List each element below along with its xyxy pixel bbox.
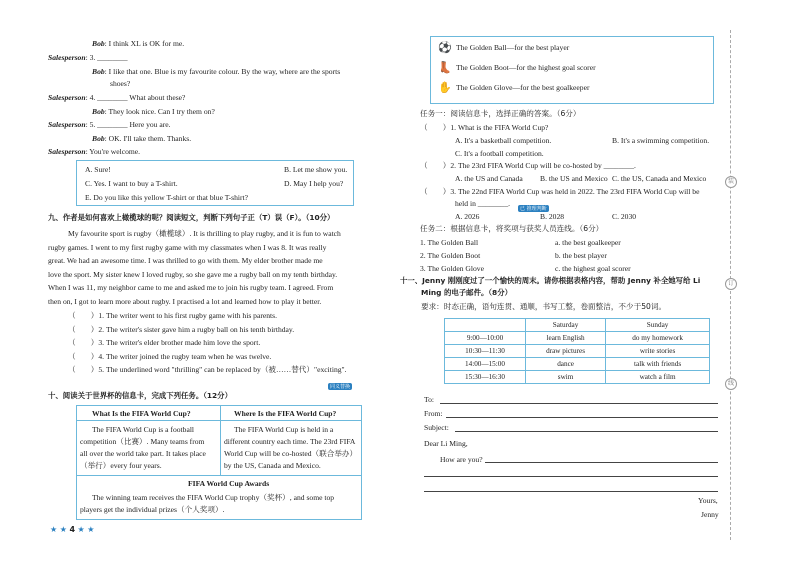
email-to-line xyxy=(440,403,718,404)
email-greeting: Dear Li Ming, xyxy=(424,439,468,448)
card-para-line: by the US, Canada and Mexico. xyxy=(224,461,321,470)
card-para-line: The FIFA World Cup is a football xyxy=(92,425,195,434)
card-para-line: The winning team receives the FIFA World Cup trophy（奖杯）, and some top xyxy=(92,493,335,502)
section10-title xyxy=(48,392,232,400)
dialogue-line xyxy=(48,94,185,102)
email-subject-label: Subject: xyxy=(424,423,449,432)
card-para-line: all over the world take part. It takes place xyxy=(80,449,206,458)
speaker-name: Bob xyxy=(92,39,105,48)
speaker-name: Bob xyxy=(92,134,105,143)
table-cell: write stories xyxy=(606,345,710,358)
page-number: 4 xyxy=(69,525,76,534)
award-line: The Golden Boot—for the highest goal scorer xyxy=(456,63,596,72)
q3-line2: held in ________. xyxy=(455,199,511,208)
option-b: B. Let me show you. xyxy=(284,165,348,174)
speaker-name: Bob xyxy=(92,67,105,76)
speaker-name: Bob xyxy=(92,107,105,116)
section10-title-text: 十、阅读关于世界杯的信息卡，完成下列任务。（12分） xyxy=(48,391,232,400)
option-c: C. Yes. I want to buy a T-shirt. xyxy=(85,179,178,188)
email-to-label: To: xyxy=(424,395,435,404)
option-d: D. May I help you? xyxy=(284,179,344,188)
table-cell: draw pictures xyxy=(526,345,606,358)
tf-item: （ ）5. The underlined word "thrilling" can be replaced by（被……替代）"exciting". xyxy=(68,365,347,374)
star-icon-2: ★ ★ xyxy=(75,525,95,534)
activity-table xyxy=(444,318,710,384)
info-card-divider-h2 xyxy=(76,420,361,421)
dialogue-text: shoes? xyxy=(110,79,131,88)
dialogue-line xyxy=(48,121,171,129)
section9-title: 九、作者是如何喜欢上橄榄球的呢？阅读短文，判断下列句子正（T）误（F）。（10分） xyxy=(48,213,335,222)
q2-b: B. the US and Mexico xyxy=(540,174,608,183)
tf-item: （ ）1. The writer went to his first rugby game with his parents. xyxy=(68,311,278,320)
golden-ball-icon: ⚽ xyxy=(438,41,452,54)
table-cell: 10:30—11:30 xyxy=(445,345,526,358)
badge-infer: 已 推理判断 xyxy=(520,205,547,212)
section11-title: 十一、Jenny 刚刚度过了一个愉快的周末。请你根据表格内容，帮助 Jenny 补全她写给 Li xyxy=(400,276,701,285)
dialogue-line xyxy=(92,108,215,116)
table-header-cell: Sunday xyxy=(606,319,710,332)
passage-line: great. We had an awesome time. I was thrilled to go with them. My elder brother made me xyxy=(48,256,323,265)
card-heading-where: Where Is the FIFA World Cup? xyxy=(234,409,337,418)
task2-title: 任务二：根据信息卡，将奖项与获奖人员连线。（6分） xyxy=(420,224,604,233)
table-header-cell xyxy=(445,319,526,332)
award-line: The Golden Ball—for the best player xyxy=(456,43,570,52)
table-header-cell: Saturday xyxy=(526,319,606,332)
q1: （ ）1. What is the FIFA World Cup? xyxy=(420,123,549,132)
match-winner: b. the best player xyxy=(555,251,607,260)
card-para-line: different country each time. The 23rd FIFA xyxy=(224,437,356,446)
dialogue-text: : I think XL is OK for me. xyxy=(104,39,185,48)
table-cell: 15:30—16:30 xyxy=(445,371,526,384)
passage-line: When I was 11, my neighbor came to me and asked me to join his rugby team. I agreed. From xyxy=(48,283,334,292)
card-para-line: （举行）every four years. xyxy=(80,461,162,470)
dialogue-text: : OK. I'll take them. Thanks. xyxy=(104,134,192,143)
option-e: E. Do you like this yellow T-shirt or that blue T-shirt? xyxy=(85,193,249,202)
speaker-name: Salesperson xyxy=(48,147,86,156)
email-line-2 xyxy=(424,476,718,477)
dialogue-line xyxy=(92,68,340,76)
tf-item: （ ）4. The writer joined the rugby team when he was twelve. xyxy=(68,351,272,361)
binding-mark-2: 订 xyxy=(725,278,737,290)
dialogue-text: : You're welcome. xyxy=(85,147,141,156)
dialogue-line xyxy=(48,148,140,156)
dialogue-line xyxy=(92,135,191,143)
golden-glove-icon: ✋ xyxy=(438,81,452,94)
dialogue-line xyxy=(48,54,128,62)
star-icon: ★ ★ xyxy=(50,525,70,534)
table-cell: 14:00—15:00 xyxy=(445,358,526,371)
binding-mark-1: 装 xyxy=(725,176,737,188)
q2-a: A. the US and Canada xyxy=(455,174,523,183)
email-body-start: How are you? xyxy=(440,455,483,464)
card-para-line: players get the individual prizes（个人奖项）. xyxy=(80,505,225,514)
match-winner: c. the highest goal scorer xyxy=(555,264,631,273)
dialogue-text: : 4. ________ What about these? xyxy=(85,93,186,102)
q1-c: C. It's a football competition. xyxy=(455,149,544,158)
q3-b: B. 2028 xyxy=(540,212,565,221)
card-para-line: competition（比赛）. Many teams from xyxy=(80,437,205,446)
info-card-divider-v xyxy=(220,405,221,475)
task1-title: 任务一：阅读信息卡，选择正确的答案。（6分） xyxy=(420,109,581,118)
q2-c: C. the US, Canada and Mexico xyxy=(612,174,707,183)
table-cell: do my homework xyxy=(606,332,710,345)
card-para-line: World Cup will be co-hosted（联合举办） xyxy=(224,449,358,458)
section11-title-2: Ming 的电子邮件。（8分） xyxy=(421,288,512,297)
passage-line: love the sport. My sister knew I loved rugby, so she gave me a rugby ball on my tenth birthday. xyxy=(48,269,338,279)
table-cell: swim xyxy=(526,371,606,384)
email-from-label: From: xyxy=(424,409,443,418)
q1-b: B. It's a swimming competition. xyxy=(612,136,710,145)
table-cell: dance xyxy=(526,358,606,371)
passage-line: then on, I got to learn more about rugby. I practised a lot and learned how to play it better. xyxy=(48,296,322,306)
email-line-1 xyxy=(485,462,718,463)
badge-synonym: 同义替换 xyxy=(330,383,351,390)
q1-a: A. It's a basketball competition. xyxy=(455,136,552,145)
golden-boot-icon: 👢 xyxy=(438,61,452,74)
tf-item: （ ）2. The writer's sister gave him a rugby ball on his tenth birthday. xyxy=(68,324,295,334)
page-number-area xyxy=(50,525,94,534)
dialogue-text: : They look nice. Can I try them on? xyxy=(104,107,215,116)
email-from-line xyxy=(446,417,718,418)
passage-line: My favourite sport is rugby（橄榄球）. It is thrilling to play rugby, and it is fun to watch xyxy=(68,229,341,238)
card-heading-awards: FIFA World Cup Awards xyxy=(188,479,270,488)
email-subject-line xyxy=(455,431,718,432)
table-cell: learn English xyxy=(526,332,606,345)
dialogue-text: : I like that one. Blue is my favourite colour. By the way, where are the sports xyxy=(104,67,341,76)
option-a: A. Sure! xyxy=(85,165,111,174)
q3: （ ）3. The 22nd FIFA World Cup was held in 2022. The 23rd FIFA World Cup will be xyxy=(420,187,700,196)
speaker-name: Salesperson xyxy=(48,93,86,102)
match-award: 1. The Golden Ball xyxy=(420,238,479,247)
email-closing: Yours, xyxy=(698,496,718,505)
award-line: The Golden Glove—for the best goalkeeper xyxy=(456,83,590,92)
section9-badge xyxy=(328,377,352,395)
dialogue-text: : 5. ________ Here you are. xyxy=(85,120,171,129)
dialogue-line xyxy=(110,80,130,88)
dialogue-line xyxy=(92,40,184,48)
binding-mark-3: 线 xyxy=(725,378,737,390)
match-award: 2. The Golden Boot xyxy=(420,251,481,260)
table-cell: watch a film xyxy=(606,371,710,384)
passage-line: rugby games. I went to my first rugby game with my classmates when I was 8. It was really xyxy=(48,242,327,252)
q3-c: C. 2030 xyxy=(612,212,637,221)
speaker-name: Salesperson xyxy=(48,53,86,62)
speaker-name: Salesperson xyxy=(48,120,86,129)
section11-requirements: 要求：时态正确，语句连贯、通顺，书写工整，卷面整洁，不少于50词。 xyxy=(421,302,667,311)
info-card-divider-h xyxy=(76,475,361,476)
table-cell: 9:00—10:00 xyxy=(445,332,526,345)
table-cell: talk with friends xyxy=(606,358,710,371)
card-heading-what: What Is the FIFA World Cup? xyxy=(92,409,191,418)
match-winner: a. the best goalkeeper xyxy=(555,238,621,247)
dialogue-text: : 3. ________ xyxy=(85,53,128,62)
email-line-3 xyxy=(424,491,718,492)
q2: （ ）2. The 23rd FIFA World Cup will be co-hosted by ________. xyxy=(420,161,636,170)
email-signature: Jenny xyxy=(701,510,719,519)
tf-item: （ ）3. The writer's elder brother made him love the sport. xyxy=(68,338,261,347)
q3-a: A. 2026 xyxy=(455,212,480,221)
card-para-line: The FIFA World Cup is held in a xyxy=(234,425,334,434)
match-award: 3. The Golden Glove xyxy=(420,264,484,273)
